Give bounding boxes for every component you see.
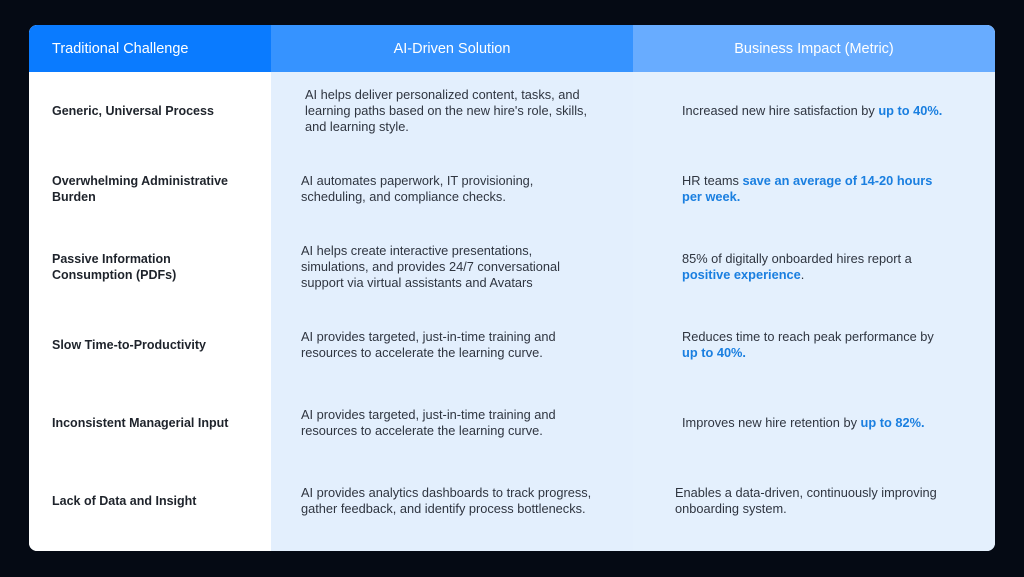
impact-text: Improves new hire retention by up to 82%.: [682, 415, 925, 430]
table-row: [29, 150, 995, 228]
impact-text: 85% of digitally onboarded hires report a positive experience.: [682, 251, 912, 282]
table-row: [29, 384, 995, 462]
impact-text: Increased new hire satisfaction by up to 40%.: [682, 103, 943, 118]
solution-cell: AI provides targeted, just-in-time training and resources to accelerate the learning curve.: [301, 329, 556, 360]
solution-cell: AI helps create interactive presentations, simulations, and provides 24/7 conversational support via virtual assistants and Avatars: [301, 243, 560, 290]
table-row: [29, 462, 995, 540]
impact-highlight: positive experience: [682, 267, 801, 282]
impact-cell: [633, 228, 995, 306]
challenge-cell: Generic, Universal Process: [52, 104, 214, 118]
table-body: [29, 72, 995, 540]
challenge-cell: Lack of Data and Insight: [52, 494, 197, 508]
solution-cell: AI automates paperwork, IT provisioning, scheduling, and compliance checks.: [301, 173, 534, 204]
impact-cell: [633, 72, 995, 150]
impact-text: Reduces time to reach peak performance by up to 40%.: [682, 329, 934, 360]
table-row: [29, 306, 995, 384]
solution-cell: AI helps deliver personalized content, tasks, and learning paths based on the new hire's role, skills, and learning style.: [305, 87, 588, 134]
table-header: [29, 25, 995, 72]
impact-text: HR teams save an average of 14-20 hours per week.: [682, 173, 933, 204]
challenge-cell: Inconsistent Managerial Input: [52, 416, 229, 430]
impact-highlight: save an average of 14-20 hours per week.: [682, 173, 933, 204]
impact-highlight: up to 82%.: [860, 415, 925, 430]
impact-highlight: up to 40%.: [682, 345, 746, 360]
solution-cell: AI provides analytics dashboards to track progress, gather feedback, and identify process bottlenecks.: [301, 485, 592, 516]
challenge-cell: Passive Information Consumption (PDFs): [52, 252, 177, 282]
challenge-cell: Overwhelming Administrative Burden: [52, 174, 228, 204]
table-row: [29, 72, 995, 150]
impact-cell: [633, 306, 995, 384]
impact-highlight: up to 40%.: [878, 103, 943, 118]
impact-cell: [633, 384, 995, 462]
table-row: [29, 228, 995, 306]
comparison-table: [29, 25, 995, 551]
header-business-impact: Business Impact (Metric): [633, 25, 995, 72]
challenge-cell: Slow Time-to-Productivity: [52, 338, 206, 352]
impact-cell: [633, 462, 995, 540]
header-traditional-challenge: Traditional Challenge: [29, 25, 271, 72]
impact-cell: [633, 150, 995, 228]
solution-cell: AI provides targeted, just-in-time training and resources to accelerate the learning curve.: [301, 407, 556, 438]
header-ai-driven-solution: AI-Driven Solution: [271, 25, 633, 72]
impact-text: Enables a data-driven, continuously improving onboarding system.: [675, 485, 937, 516]
